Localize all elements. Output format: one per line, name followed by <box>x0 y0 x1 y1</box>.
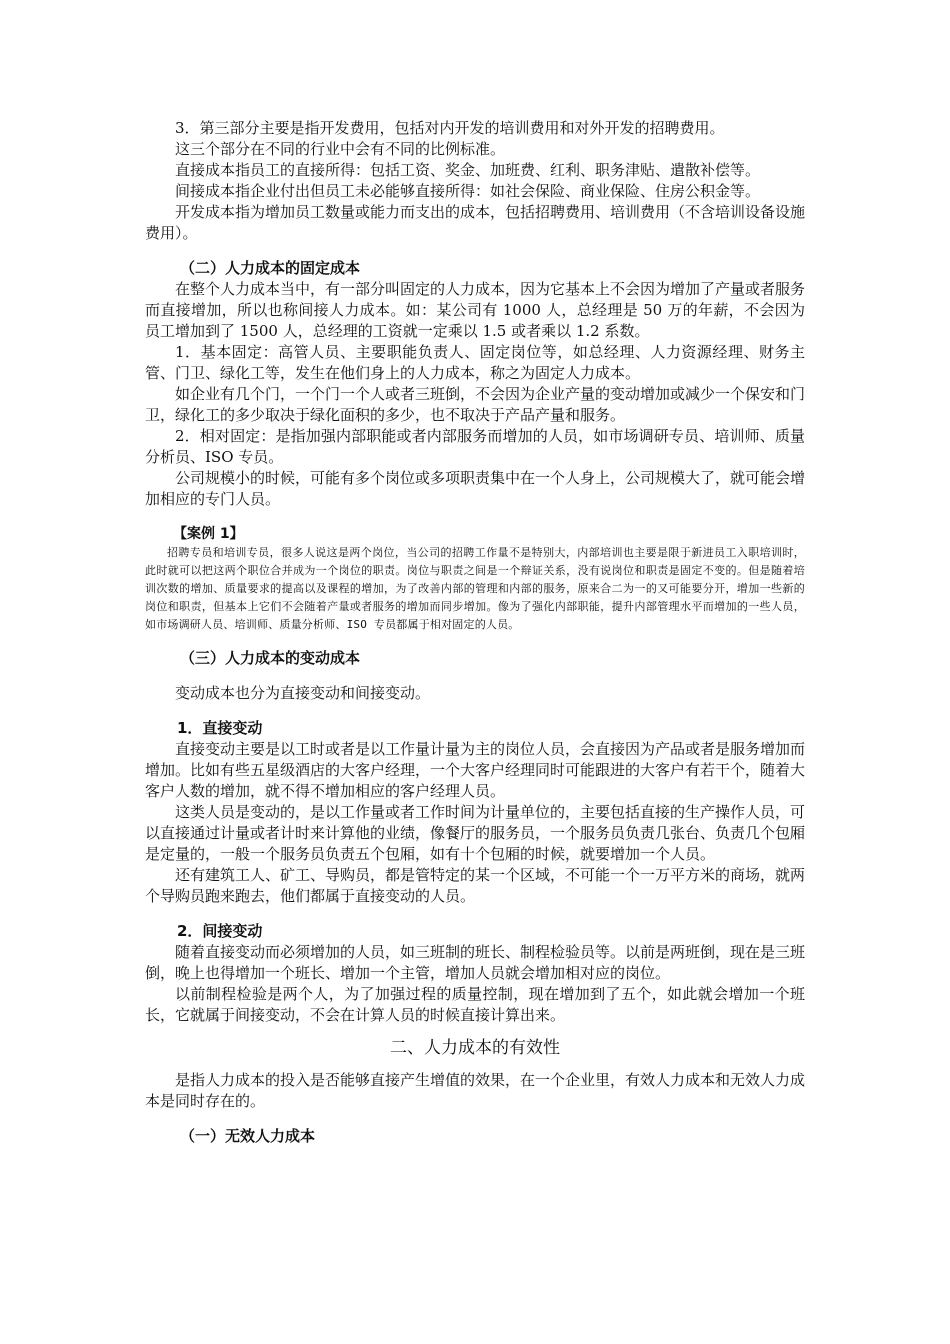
paragraph: 如企业有几个门，一个门一个人或者三班倒，不会因为企业产量的变动增加或减少一个保安和门卫，绿化工的多少取决于绿化面积的多少，也不取决于产品产量和服务。 <box>145 385 806 424</box>
paragraph: 间接成本指企业付出但员工未必能够直接所得：如社会保险、商业保险、住房公积金等。 <box>175 182 761 200</box>
paragraph: 直接变动主要是以工时或者是以工作量计量为主的岗位人员，会直接因为产品或者是服务增加而增加。比如有些五星级酒店的大客户经理，一个大客户经理同时可能跟进的大客户有若干个，随着大客户人数的增加，就不得不增加相应的客户经理人员。 <box>145 740 806 800</box>
paragraph: 变动成本也分为直接变动和间接变动。 <box>175 684 431 702</box>
paragraph: 开发成本指为增加员工数量或能力而支出的成本，包括招聘费用、培训费用（不含培训设备设施费用）。 <box>145 203 806 242</box>
paragraph: 2．相对固定：是指加强内部职能或者内部服务而增加的人员，如市场调研专员、培训师、质量分析员、ISO 专员。 <box>145 427 805 466</box>
paragraph: 还有建筑工人、矿工、导购员，都是管特定的某一个区域，不可能一个一万平方米的商场，就两个导购员跑来跑去，他们都属于直接变动的人员。 <box>145 866 806 905</box>
heading-invalid-cost: （一）无效人力成本 <box>180 1127 316 1145</box>
paragraph: 是指人力成本的投入是否能够直接产生增值的效果，在一个企业里，有效人力成本和无效人力成本是同时存在的。 <box>145 1071 806 1110</box>
paragraph: 随着直接变动而必须增加的人员，如三班制的班长、制程检验员等。以前是两班倒，现在是三班倒，晚上也得增加一个班长、增加一个主管，增加人员就会增加相对应的岗位。 <box>145 943 806 982</box>
section-title: 二、人力成本的有效性 <box>390 1038 560 1058</box>
paragraph: 以前制程检验是两个人，为了加强过程的质量控制，现在增加到了五个，如此就会增加一个班长，它就属于间接变动，不会在计算人员的时候直接计算出来。 <box>145 985 805 1024</box>
paragraph: 3．第三部分主要是指开发费用，包括对内开发的培训费用和对外开发的招聘费用。 <box>175 119 725 137</box>
paragraph: 公司规模小的时候，可能有多个岗位或多项职责集中在一个人身上，公司规模大了，就可能会增加相应的专门人员。 <box>145 469 806 508</box>
heading-indirect-variable: 2．间接变动 <box>177 922 263 940</box>
paragraph: 这类人员是变动的，是以工作量或者工作时间为计量单位的，主要包括直接的生产操作人员，可以直接通过计量或者计时来计算他的业绩，像餐厅的服务员，一个服务员负责几张台、负责几个包厢是定量的，一般一个服务员负责五个包厢，如有十个包厢的时候，就要增加一个人员。 <box>145 803 806 863</box>
heading-variable-cost: （三）人力成本的变动成本 <box>180 649 361 667</box>
paragraph: 这三个部分在不同的行业中会有不同的比例标准。 <box>175 140 506 158</box>
paragraph: 在整个人力成本当中，有一部分叫固定的人力成本，因为它基本上不会因为增加了产量或者服务而直接增加，所以也称间接人力成本。如：某公司有 1000 人，总经理是 50 万的年薪，不会因为员工增加到了 1500 人，总经理的工资就一定乘以 1.5 或者乘以 1.2 系数。 <box>145 280 806 340</box>
case-body: 招聘专员和培训专员，很多人说这是两个岗位，当公司的招聘工作量不是特别大，内部培训也主要是限于新进员工入职培训时，此时就可以把这两个职位合并成为一个岗位的职责。岗位与职责之间是一个辩证关系，没有说岗位和职责是固定不变的。但是随着培训次数的增加、质量要求的提高以及课程的增加，为了改善内部的管理和内部的服务，原来合二为一的又可能要分开，增加一些新的岗位和职责，但基本上它们不会随着产量或者服务的增加而同步增加。像为了强化内部职能，提升内部管理水平而增加的一些人员，如市场调研人员、培训师、质量分析师、ISO 专员都属于相对固定的人员。 <box>145 546 805 631</box>
paragraph: 直接成本指员工的直接所得：包括工资、奖金、加班费、红利、职务津贴、遣散补偿等。 <box>175 161 761 179</box>
heading-direct-variable: 1．直接变动 <box>177 719 263 737</box>
paragraph: 1．基本固定：高管人员、主要职能负责人、固定岗位等，如总经理、人力资源经理、财务主管、门卫、绿化工等，发生在他们身上的人力成本，称之为固定人力成本。 <box>145 343 805 382</box>
case-title: 【案例 1】 <box>173 526 244 542</box>
heading-fixed-cost: （二）人力成本的固定成本 <box>180 259 361 277</box>
document-page <box>145 118 805 1147</box>
